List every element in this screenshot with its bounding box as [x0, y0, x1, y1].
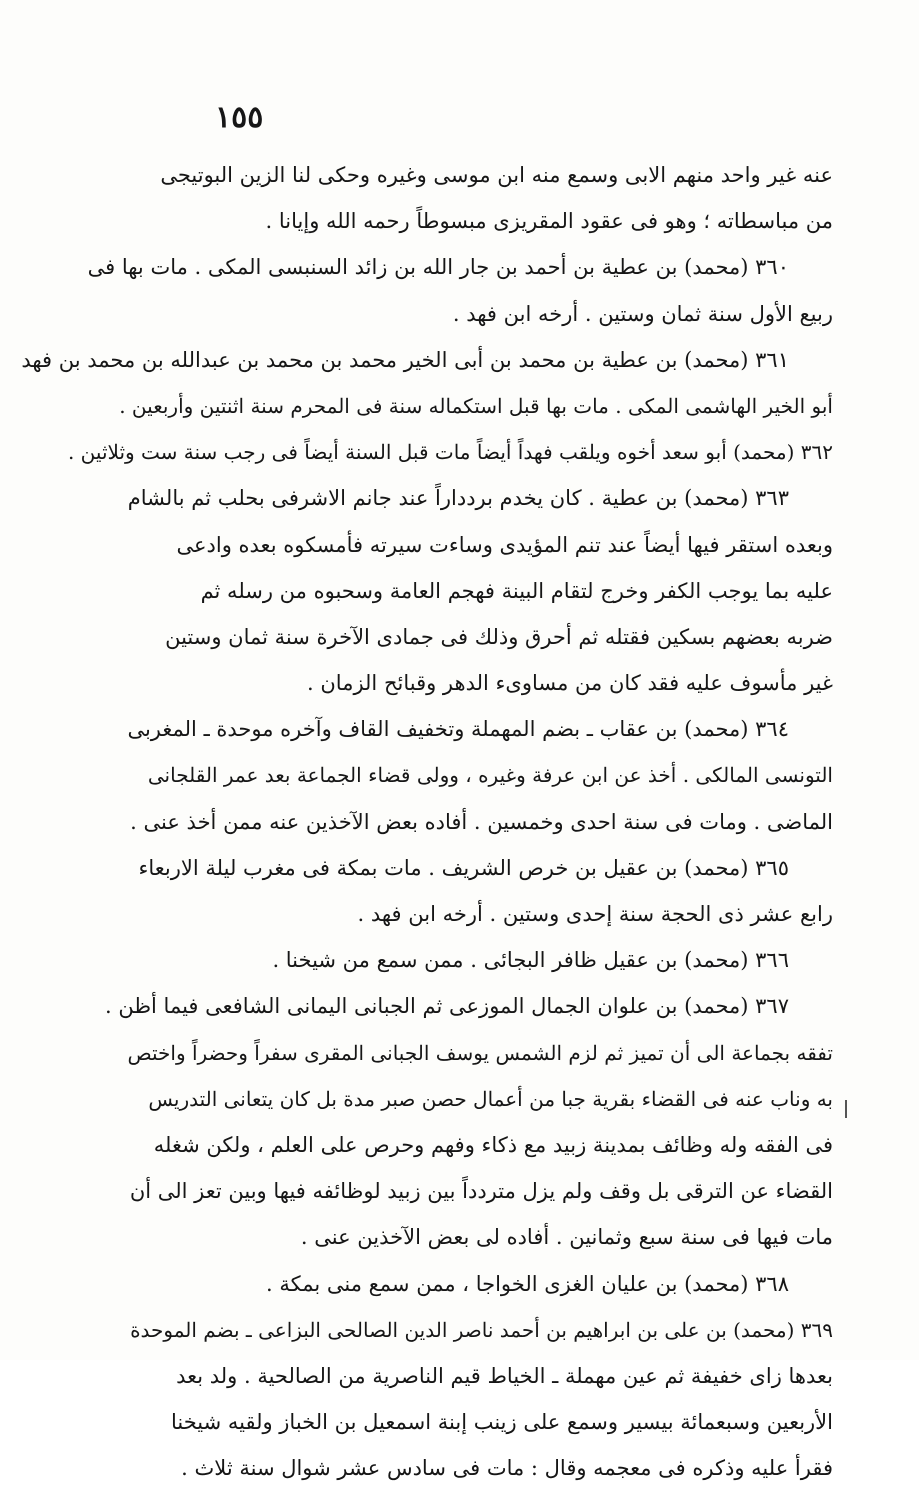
text-line: تفقه بجماعة الى أن تميز ثم لزم الشمس يوسف الجبانى المقرى سفراً وحضراً واختص	[127, 1040, 833, 1065]
text-line: أبو الخير الهاشمى المكى . مات بها قبل استكماله سنة فى المحرم سنة اثنتين وأربعين .	[119, 393, 833, 418]
entry-365-heading: ٣٦٥ (محمد) بن عقيل بن خرص الشريف . مات بمكة فى مغرب ليلة الاربعاء	[138, 855, 789, 880]
entry-360-heading: ٣٦٠ (محمد) بن عطية بن أحمد بن جار الله بن زائد السنبسى المكى . مات بها فى	[87, 255, 789, 280]
page-number: ١٥٥	[215, 100, 264, 135]
text-line: القضاء عن الترقى بل وقف ولم يزل متردداً بين زبيد لوظائفه فيها وبين تعز الى أن	[129, 1179, 833, 1204]
entry-368-heading: ٣٦٨ (محمد) بن عليان الغزى الخواجا ، ممن سمع منى بمكة .	[265, 1271, 789, 1296]
entry-362-heading: ٣٦٢ (محمد) أبو سعد أخوه ويلقب فهداً أيضاً مات قبل السنة أيضاً فى رجب سنة ست وثلاثين .	[67, 440, 833, 465]
entry-367-heading: ٣٦٧ (محمد) بن علوان الجمال الموزعى ثم الجبانى اليمانى الشافعى فيما أظن .	[104, 994, 789, 1019]
entry-364-heading: ٣٦٤ (محمد) بن عقاب ـ بضم المهملة وتخفيف القاف وآخره موحدة ـ المغربى	[127, 717, 789, 742]
text-line: الماضى . ومات فى سنة احدى وخمسين . أفاده بعض الآخذين عنه ممن أخذ عنى .	[130, 809, 833, 834]
entry-366-heading: ٣٦٦ (محمد) بن عقيل ظافر البجائى . ممن سمع من شيخنا .	[272, 948, 789, 973]
text-line: وبعده استقر فيها أيضاً عند تنم المؤيدى وساءت سيرته فأمسكوه بعده وادعى	[176, 532, 833, 557]
text-line: فى الفقه وله وظائف بمدينة زبيد مع ذكاء وفهم وحرص على العلم ، ولكن شغله	[153, 1132, 833, 1157]
text-line: عليه بما يوجب الكفر وخرج لتقام البينة فهجم العامة وسحبوه من رسله ثم	[200, 578, 833, 603]
text-line: فقرأ عليه وذكره فى معجمه وقال : مات فى سادس عشر شوال سنة ثلاث .	[181, 1456, 833, 1481]
text-line: مات فيها فى سنة سبع وثمانين . أفاده لى بعض الآخذين عنى .	[300, 1225, 833, 1250]
text-line: التونسى المالكى . أخذ عن ابن عرفة وغيره ، وولى قضاء الجماعة بعد عمر القلجانى	[147, 763, 833, 788]
text-line: رابع عشر ذى الحجة سنة إحدى وستين . أرخه ابن فهد .	[357, 902, 833, 926]
text-line: ربيع الأول سنة ثمان وستين . أرخه ابن فهد .	[452, 301, 833, 326]
text-line: عنه غير واحد منهم الابى وسمع منه ابن موسى وغيره وحكى لنا الزين البوتيجى	[160, 163, 833, 187]
scan-edge-mark	[845, 1100, 847, 1118]
text-line: به وناب عنه فى القضاء بقرية جبا من أعمال حصن صبر مدة بل كان يتعانى التدريس	[148, 1086, 833, 1111]
text-line: غير مأسوف عليه فقد كان من مساوىء الدهر وقبائح الزمان .	[307, 671, 833, 696]
text-line: من مباسطاته ؛ وهو فى عقود المقريزى مبسوطاً رحمه الله وإيانا .	[265, 209, 833, 234]
text-line: ضربه بعضهم بسكين فقتله ثم أحرق وذلك فى جمادى الآخرة سنة ثمان وستين	[165, 624, 833, 649]
entry-363-heading: ٣٦٣ (محمد) بن عطية . كان يخدم بردداراً عند جانم الاشرفى بحلب ثم بالشام	[127, 486, 789, 511]
entry-369-heading: ٣٦٩ (محمد) بن على بن ابراهيم بن أحمد ناصر الدين الصالحى البزاعى ـ بضم الموحدة	[130, 1317, 833, 1342]
entries-text-block	[21, 152, 833, 1491]
text-line: بعدها زاى خفيفة ثم عين مهملة ـ الخياط قيم الناصرية من الصالحية . ولد بعد	[176, 1363, 833, 1388]
text-line: الأربعين وسبعمائة بيسير وسمع على زينب إبنة اسمعيل بن الخباز ولقيه شيخنا	[170, 1410, 833, 1435]
entry-361-heading: ٣٦١ (محمد) بن عطية بن محمد بن أبى الخير محمد بن محمد بن عبدالله بن محمد بن فهد	[21, 347, 789, 372]
